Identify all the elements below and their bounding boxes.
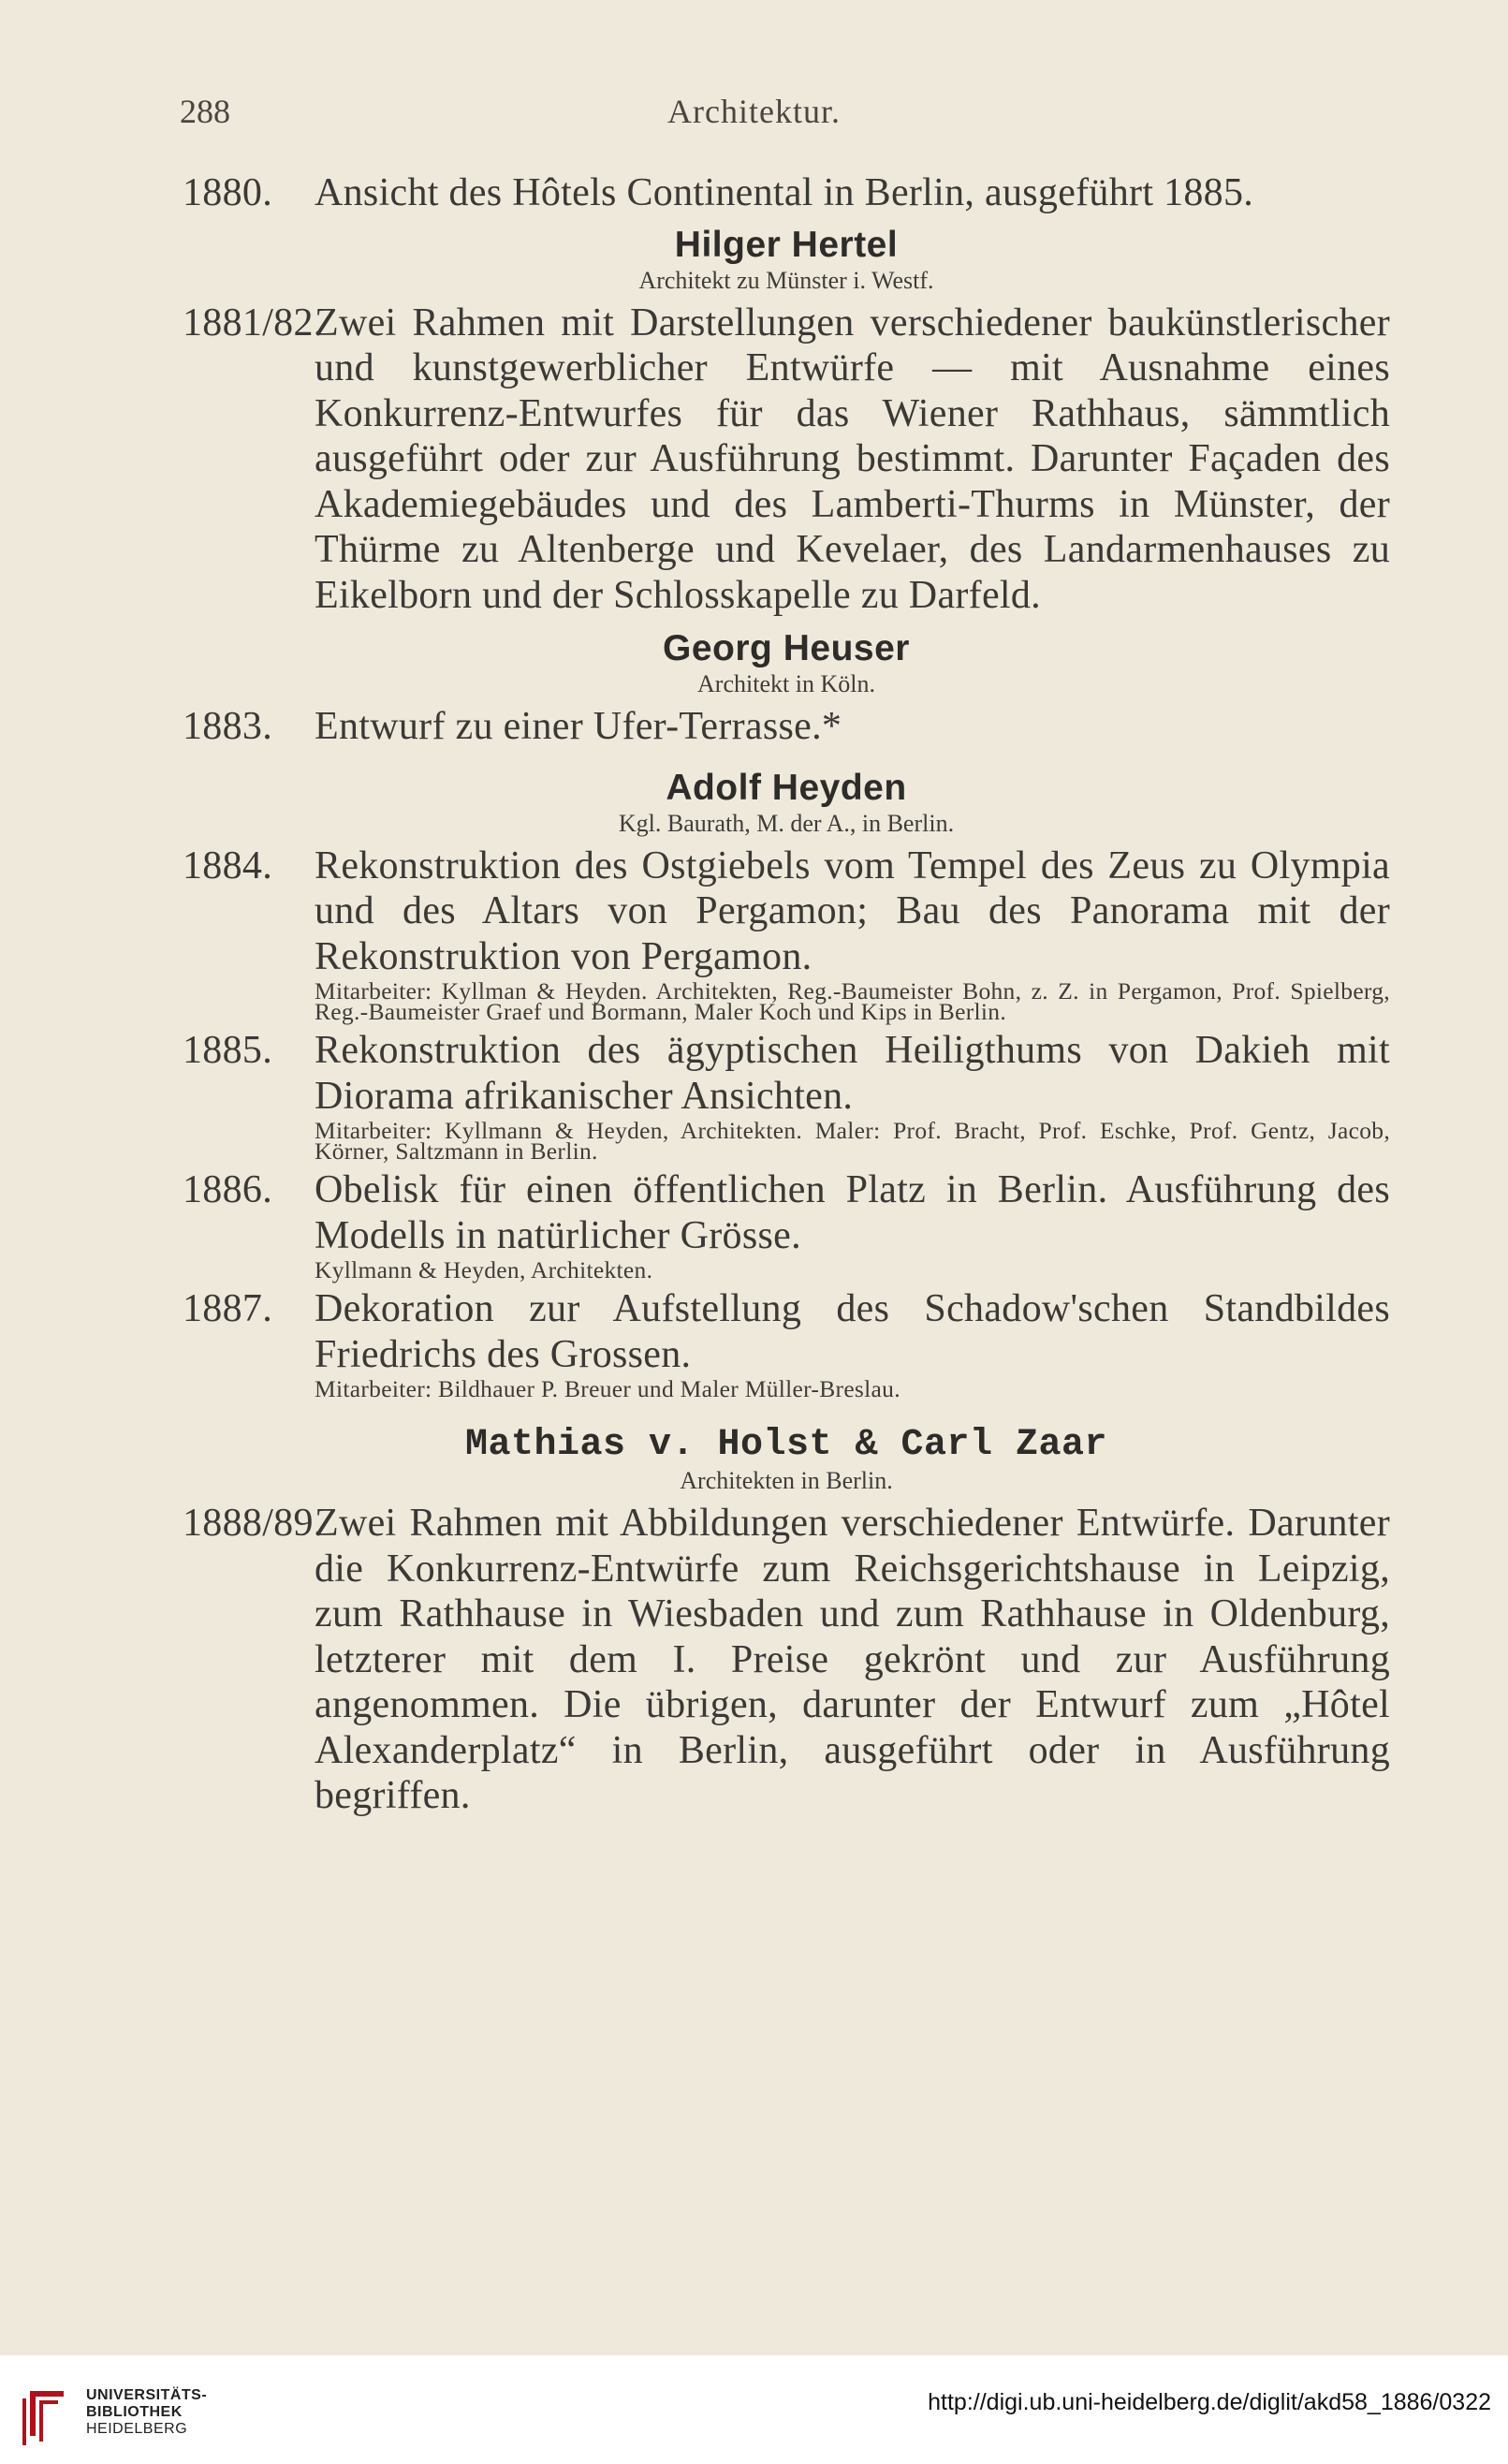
library-name	[86, 2387, 207, 2438]
artist-name: Adolf Heyden	[666, 767, 907, 808]
artist-name: Hilger Hertel	[674, 224, 899, 265]
entry-year: 1883.	[183, 705, 272, 748]
entry-year: 1880.	[183, 171, 272, 214]
artist-affiliation: Architekten in Berlin.	[680, 1467, 893, 1494]
artist-affiliation: Kgl. Baurath, M. der A., in Berlin.	[618, 809, 955, 837]
entry-collaborators: Mitarbeiter: Kyllmann & Heyden, Architekten. Maler: Prof. Bracht, Prof. Eschke, Prof. Gentz, Jacob, Körner, Saltzmann in Berlin.	[315, 1117, 1390, 1165]
library-name-line: BIBLIOTHEK	[86, 2404, 183, 2420]
library-logo-icon	[17, 2383, 69, 2449]
entry-year: 1886.	[183, 1168, 272, 1211]
entry-year: 1885.	[183, 1029, 272, 1072]
catalog-entry	[183, 1167, 1390, 1286]
entry-text: Ansicht des Hôtels Continental in Berlin, ausgeführt 1885.	[315, 171, 1254, 214]
catalog-body	[183, 170, 1390, 1819]
catalog-entry	[183, 301, 1390, 619]
source-url-link[interactable]: http://digi.ub.uni-heidelberg.de/diglit/akd58_1886/0322	[928, 2389, 1491, 2415]
library-name-line: HEIDELBERG	[86, 2421, 188, 2437]
catalog-entry	[183, 170, 1390, 216]
catalog-entry	[183, 704, 1390, 750]
entry-text: Rekonstruktion des Ostgiebels vom Tempel des Zeus zu Olympia und des Altars von Pergamon; Bau des Panorama mit der Rekonstruktion von Pergamon.	[315, 843, 1390, 978]
entry-collaborators: Mitarbeiter: Kyllman & Heyden. Architekten, Reg.-Baumeister Bohn, z. Z. in Pergamon, Prof. Spielberg, Reg.-Baumeister Graef und Bormann, Maler Koch und Kips in Berlin.	[315, 977, 1390, 1025]
entry-year: 1884.	[183, 843, 272, 887]
running-title: Architektur.	[667, 93, 841, 130]
artist-name: Georg Heuser	[663, 628, 910, 668]
artist-name: Mathias v. Holst & Carl Zaar	[464, 1424, 1108, 1466]
catalog-entry	[183, 843, 1390, 1029]
entry-text: Zwei Rahmen mit Darstellungen verschiedener baukünstlerischer und kunstgewerblicher Entwürfe — mit Ausnahme eines Konkurrenz-Entwurfes für das Wiener Rathhaus, sämmtlich ausgeführt oder zur Ausführung bestimmt. Darunter Façaden des Akademiegebäudes und des Lamberti-Thurms in Münster, der Thürme zu Altenberge und Kevelaer, des Landarmenhauses zu Eikelborn und der Schlosskapelle zu Darfeld.	[315, 301, 1390, 617]
entry-text: Obelisk für einen öffentlichen Platz in Berlin. Ausführung des Modells in natürlicher Grösse.	[315, 1168, 1390, 1257]
entry-collaborators: Kyllmann & Heyden, Architekten.	[315, 1256, 653, 1283]
entry-text: Zwei Rahmen mit Abbildungen verschiedener Entwürfe. Darunter die Konkurrenz-Entwürfe zum Reichsgerichtshause in Leipzig, zum Rathhause in Wiesbaden und zum Rathhause in Oldenburg, letzterer mit dem I. Preise gekrönt und zur Ausführung angenommen. Die übrigen, darunter der Entwurf zum „Hôtel Alexanderplatz“ in Berlin, ausgeführt oder in Ausführung begriffen.	[315, 1502, 1390, 1817]
catalog-entry	[183, 1286, 1390, 1405]
entry-text: Dekoration zur Aufstellung des Schadow'schen Standbildes Friedrichs des Grossen.	[315, 1287, 1390, 1376]
entry-collaborators: Mitarbeiter: Bildhauer P. Breuer und Maler Müller-Breslau.	[315, 1375, 900, 1402]
entry-year: 1888/89.	[183, 1502, 324, 1545]
artist-affiliation: Architekt zu Münster i. Westf.	[638, 266, 934, 294]
artist-affiliation: Architekt in Köln.	[697, 670, 875, 697]
catalog-entry	[183, 1501, 1390, 1819]
entry-text: Entwurf zu einer Ufer-Terrasse.*	[315, 705, 842, 748]
catalog-entry	[183, 1028, 1390, 1167]
entry-year: 1887.	[183, 1287, 272, 1330]
entry-text: Rekonstruktion des ägyptischen Heiligthums von Dakieh mit Diorama afrikanischer Ansichten.	[315, 1029, 1390, 1118]
library-name-line: UNIVERSITÄTS-	[86, 2387, 208, 2403]
entry-year: 1881/82.	[183, 301, 324, 345]
page-number: 288	[180, 93, 230, 130]
library-footer	[0, 2355, 1508, 2464]
page-header	[0, 92, 1508, 139]
